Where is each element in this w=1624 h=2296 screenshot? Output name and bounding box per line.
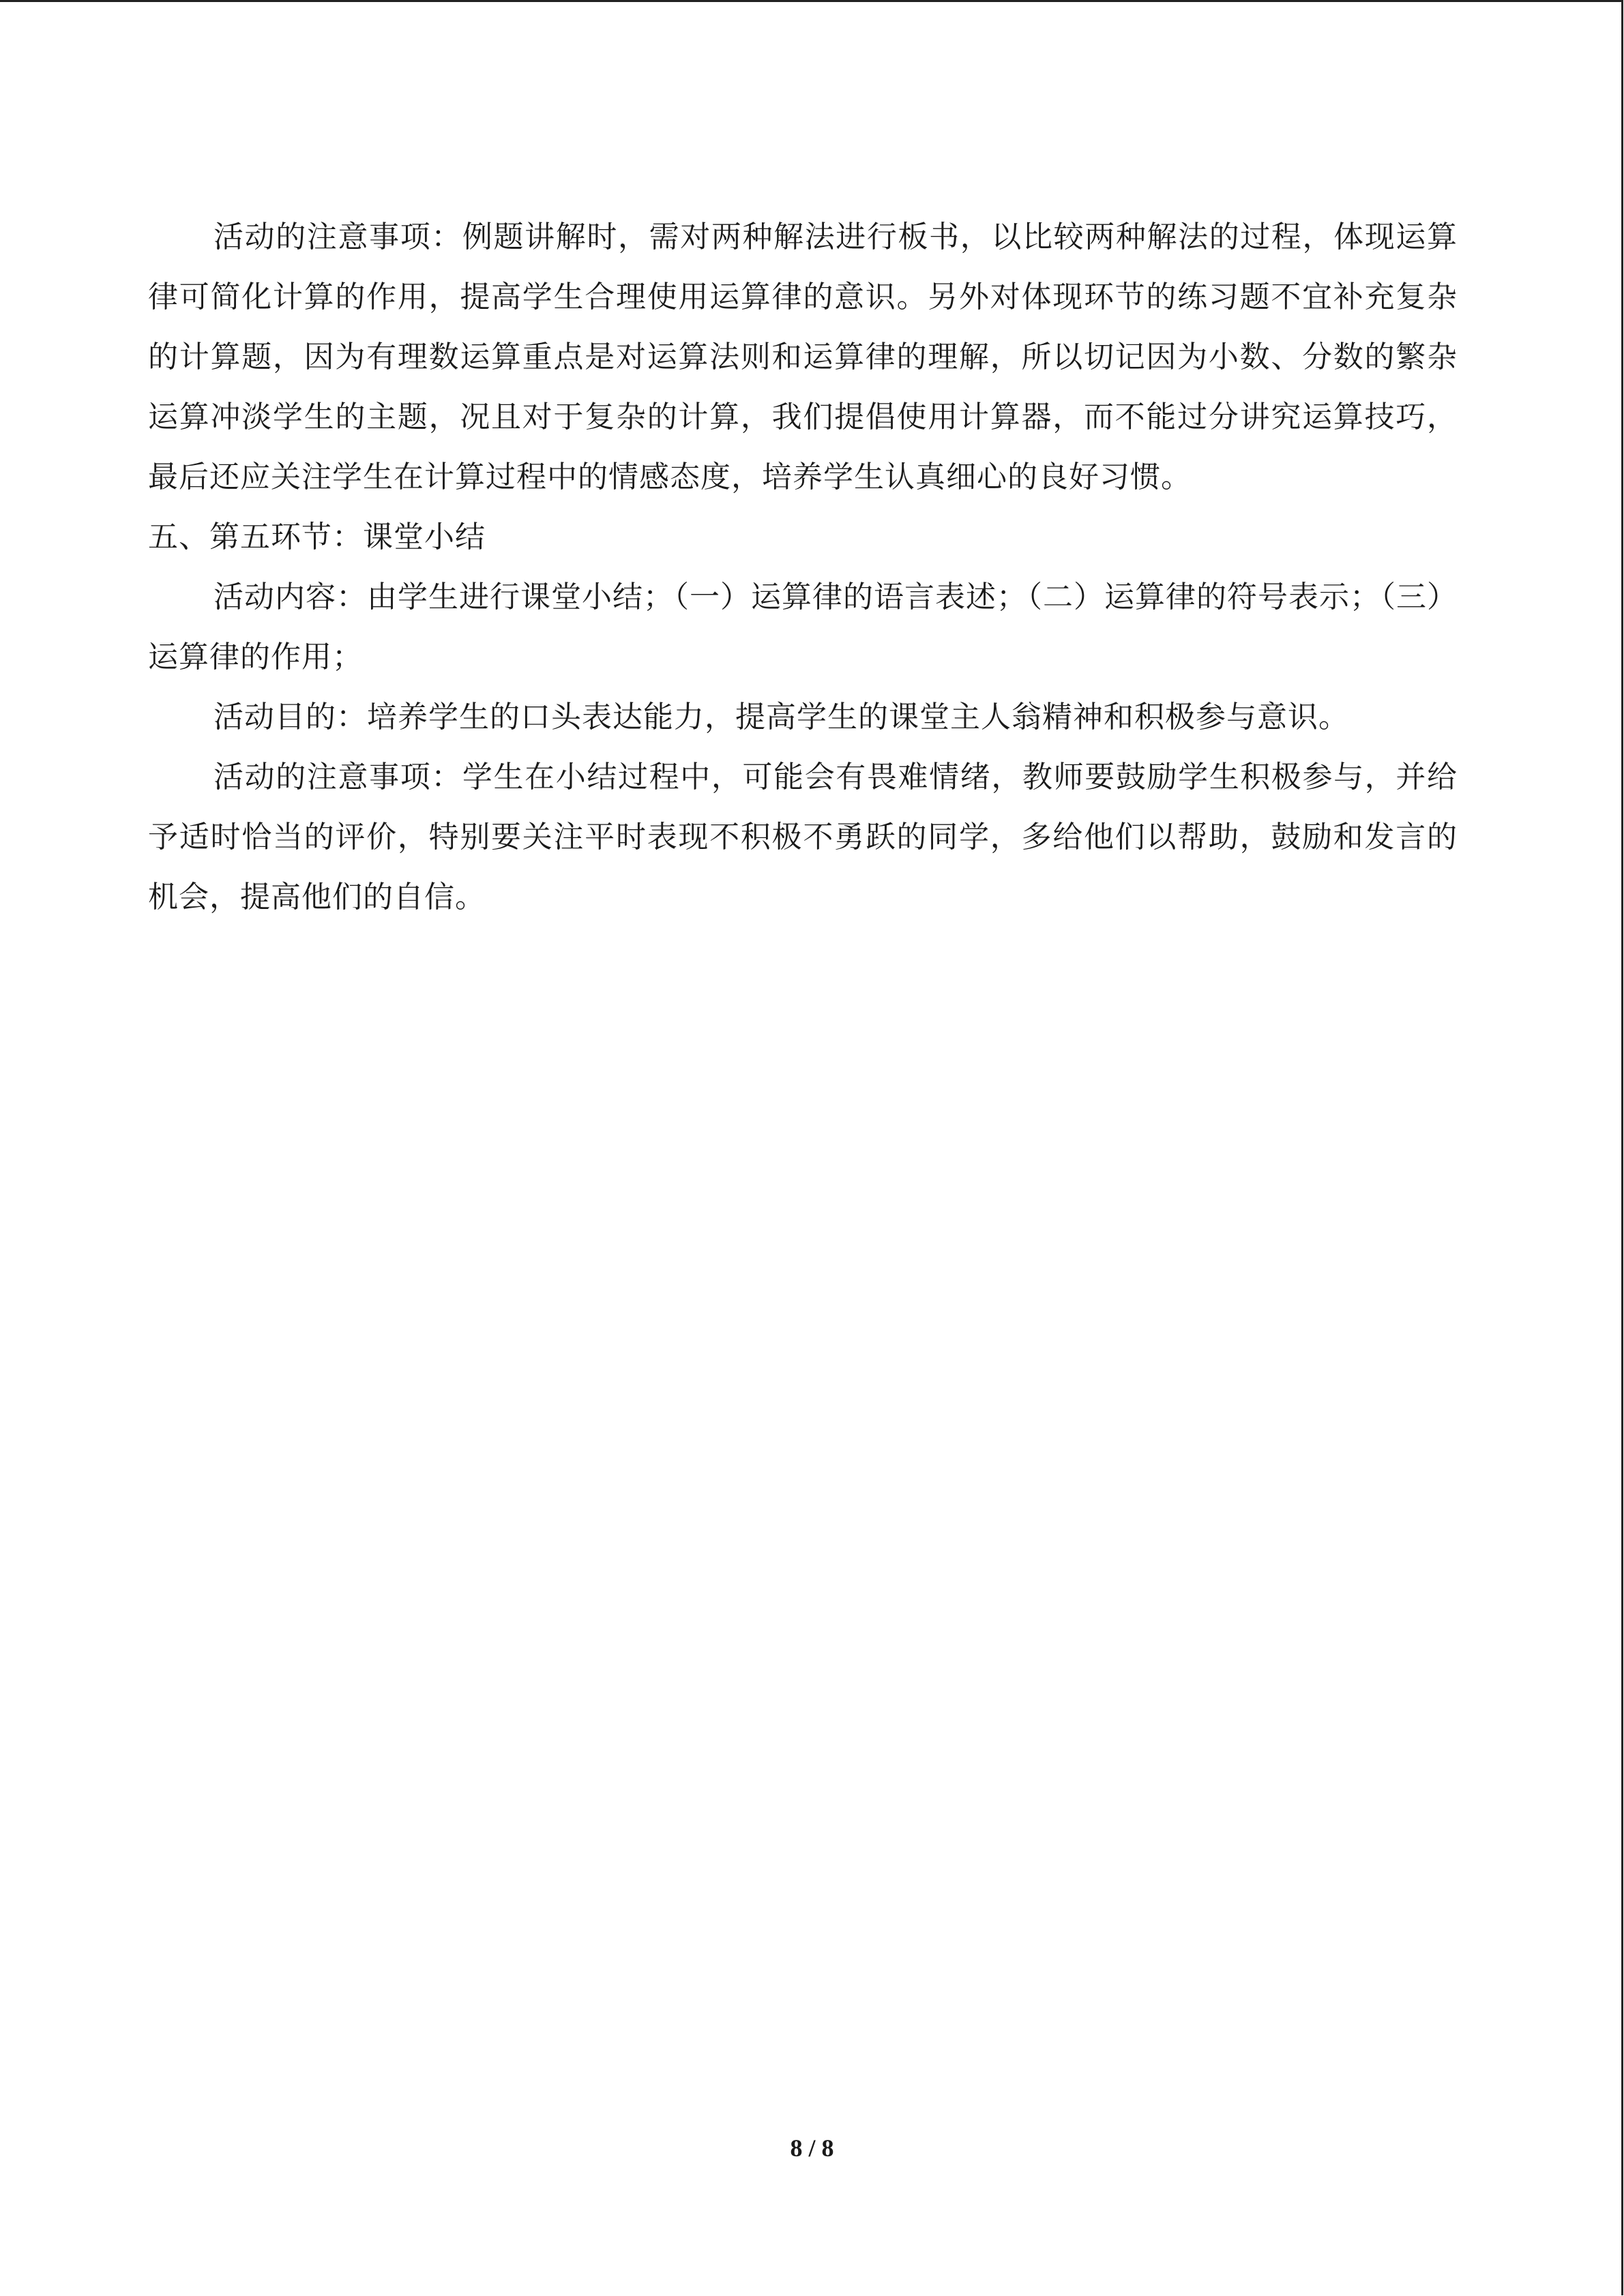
paragraph-activity-notes-1: 活动的注意事项：例题讲解时，需对两种解法进行板书，以比较两种解法的过程，体现运算律可简化计算的作用，提高学生合理使用运算律的意识。另外对体现环节的练习题不宜补充复杂的计算题，因为有理数运算重点是对运算法则和运算律的理解，所以切记因为小数、分数的繁杂运算冲淡学生的主题，况且对于复杂的计算，我们提倡使用计算器，而不能过分讲究运算技巧，最后还应关注学生在计算过程中的情感态度，培养学生认真细心的良好习惯。 [148, 220, 1458, 494]
paragraph-activity-content: 活动内容：由学生进行课堂小结；（一）运算律的语言表述；（二）运算律的符号表示；（三）运算律的作用； [148, 580, 1458, 674]
document-body [148, 207, 1458, 927]
page-number: 8 / 8 [790, 2134, 834, 2162]
paragraph-activity-notes-2: 活动的注意事项：学生在小结过程中，可能会有畏难情绪，教师要鼓励学生积极参与，并给予适时恰当的评价，特别要关注平时表现不积极不勇跃的同学，多给他们以帮助，鼓励和发言的机会，提高他们的自信。 [148, 760, 1458, 914]
paragraph-activity-purpose: 活动目的：培养学生的口头表达能力，提高学生的课堂主人翁精神和积极参与意识。 [213, 700, 1349, 734]
section-heading-step-five: 五、第五环节：课堂小结 [148, 520, 486, 554]
